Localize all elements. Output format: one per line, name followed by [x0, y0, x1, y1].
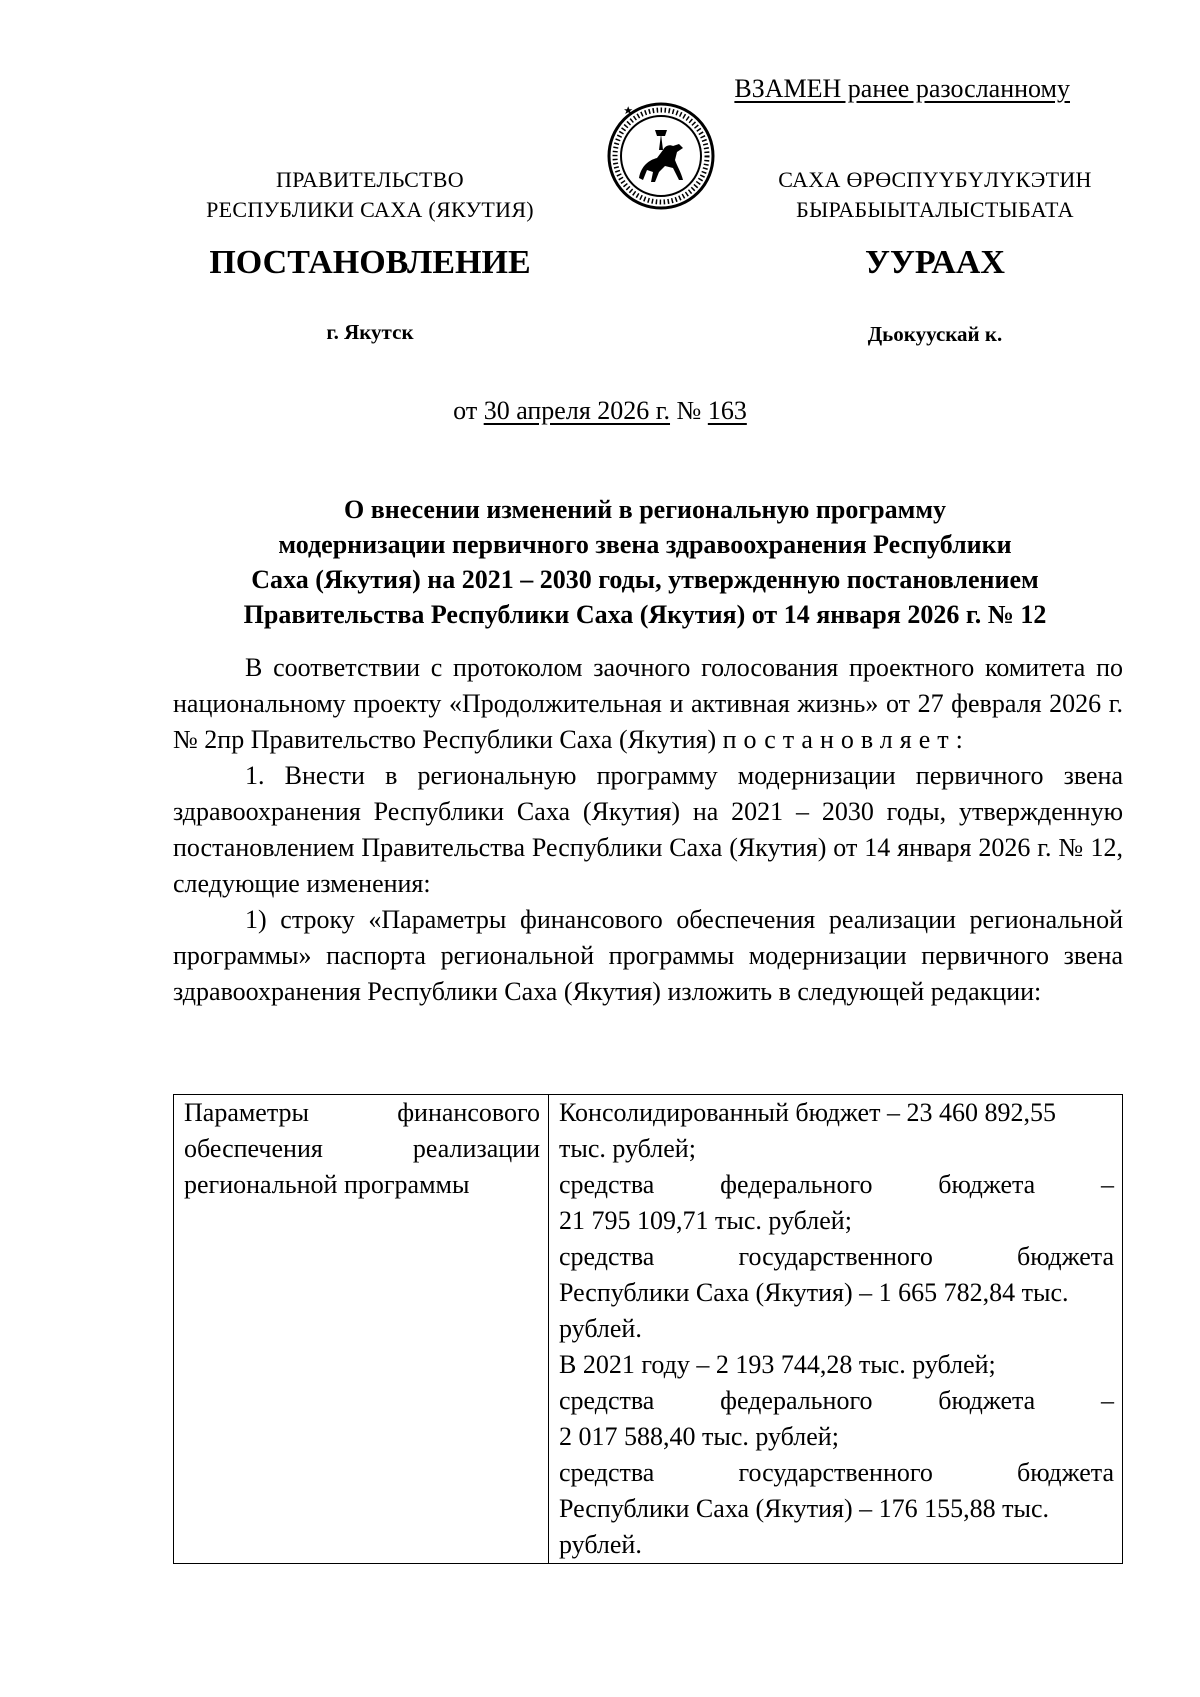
left-org-line1: ПРАВИТЕЛЬСТВО: [276, 167, 464, 192]
left-org-name: [175, 165, 565, 225]
cell-line: Консолидированный бюджет – 23 460 892,55: [559, 1098, 1056, 1127]
right-org-name: [740, 165, 1130, 225]
subject-line: Правительства Республики Саха (Якутия) от 14 января 2026 г. № 12: [243, 600, 1047, 629]
subject-heading: [180, 492, 1110, 632]
left-city: г. Якутск: [326, 320, 414, 344]
date-number-line: [0, 396, 1200, 426]
parameter-value-cell: [549, 1095, 1123, 1564]
body-paragraph: [173, 650, 1123, 758]
body-paragraph: 1) строку «Параметры финансового обеспечения реализации региональной программы» паспорта региональной программы модернизации первичного звена здравоохранения Республики Саха (Якутия) изложить в следующей редакции:: [173, 905, 1123, 1006]
cell-line: средства федерального бюджета –: [559, 1386, 1114, 1415]
right-doc-title: УУРААХ: [865, 244, 1005, 281]
cell-line: рублей.: [559, 1530, 642, 1559]
cell-line: рублей.: [559, 1314, 642, 1343]
body-paragraph: 1. Внести в региональную программу модернизации первичного звена здравоохранения Республики Саха (Якутия) на 2021 – 2030 годы, утвержденную постановлением Правительства Республики Саха (Якутия) от 14 января 2026 г. № 12, следующие изменения:: [173, 761, 1123, 898]
right-city: Дьокуускай к.: [867, 322, 1003, 346]
number-sign: №: [676, 396, 702, 425]
subject-line: Саха (Якутия) на 2021 – 2030 годы, утвержденную постановлением: [251, 565, 1039, 594]
date-prefix: от: [453, 396, 478, 425]
cell-line: средства государственного бюджета: [559, 1458, 1114, 1487]
decision-word: постановляет:: [722, 725, 970, 754]
cell-line: обеспечения реализации: [184, 1134, 540, 1163]
document-body: [173, 650, 1123, 1010]
cell-line: средства федерального бюджета –: [559, 1170, 1114, 1199]
emblem-icon: [605, 100, 717, 212]
cell-line: Республики Саха (Якутия) – 176 155,88 тыс.: [559, 1494, 1050, 1523]
left-org-line2: РЕСПУБЛИКИ САХА (ЯКУТИЯ): [206, 197, 534, 222]
subject-line: модернизации первичного звена здравоохранения Республики: [278, 530, 1012, 559]
doc-number: 163: [707, 396, 747, 425]
financing-parameters-table: [173, 1094, 1123, 1564]
paragraph-text: В соответствии с протоколом заочного голосования проектного комитета по национальному проекту «Продолжительная и активная жизнь» от 27 февраля 2026 г. № 2пр Правительство Республики Саха (Якутия): [173, 653, 1123, 754]
right-org-line2: БЫРАБЫЫТАЛЫСТЫБАТА: [796, 197, 1074, 222]
left-doc-title: ПОСТАНОВЛЕНИЕ: [209, 244, 531, 281]
right-org-line1: САХА ӨРӨСПҮҮБҮЛҮКЭТИН: [778, 167, 1092, 192]
doc-date: 30 апреля 2026 г.: [483, 396, 671, 425]
table-row: [174, 1095, 1123, 1564]
parameter-name-cell: [174, 1095, 549, 1564]
cell-line: Параметры финансового: [184, 1098, 540, 1127]
cell-line: Республики Саха (Якутия) – 1 665 782,84 тыс.: [559, 1278, 1069, 1307]
subject-line: О внесении изменений в региональную программу: [343, 495, 947, 524]
cell-line: В 2021 году – 2 193 744,28 тыс. рублей;: [559, 1350, 996, 1379]
cell-line: 21 795 109,71 тыс. рублей;: [559, 1206, 852, 1235]
cell-line: 2 017 588,40 тыс. рублей;: [559, 1422, 839, 1451]
replace-note: ВЗАМЕН ранее разосланному: [734, 74, 1070, 103]
cell-line: средства государственного бюджета: [559, 1242, 1114, 1271]
cell-line: региональной программы: [184, 1170, 470, 1199]
cell-line: тыс. рублей;: [559, 1134, 696, 1163]
